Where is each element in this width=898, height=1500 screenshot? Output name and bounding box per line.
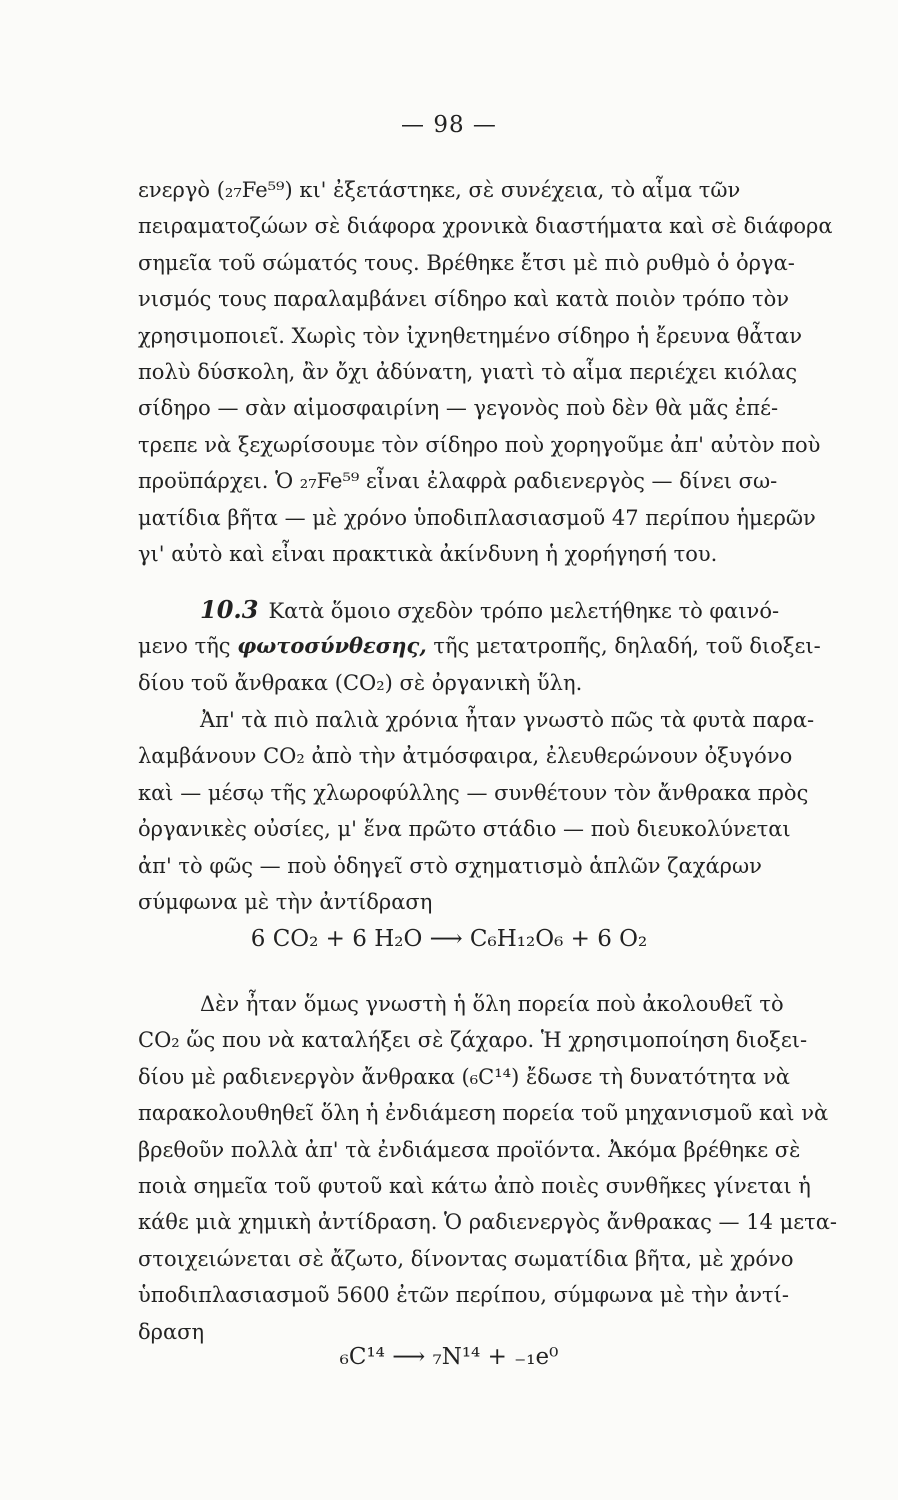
photosynthesis-equation: 6 CO₂ + 6 H₂O ⟶ C₆H₁₂O₆ + 6 O₂	[250, 926, 648, 952]
text-line: σύμφωνα μὲ τὴν ἀντίδραση	[138, 889, 433, 914]
text-line: παρακολουθηθεῖ ὅλη ἡ ἐνδιάμεση πορεία τοῦ μηχανισμοῦ καὶ νὰ	[138, 1101, 829, 1126]
section-line2-before: μενο τῆς	[138, 634, 231, 659]
text-line: λαμβάνουν CO₂ ἀπὸ τὴν ἀτμόσφαιρα, ἐλευθερώνουν ὀξυγόνο	[138, 744, 793, 769]
text-line: πολὺ δύσκολη, ἂν ὄχι ἀδύνατη, γιατὶ τὸ αἷμα περιέχει κιόλας	[138, 359, 798, 384]
paragraph-carbon14	[138, 986, 838, 1350]
text-line: ἀπ' τὸ φῶς — ποὺ ὁδηγεῖ στὸ σχηματισμὸ ἁπλῶν ζαχάρων	[138, 853, 762, 878]
section-first-line	[138, 592, 780, 628]
text-line: βρεθοῦν πολλὰ ἀπ' τὰ ἐνδιάμεσα προϊόντα. Ἀκόμα βρέθηκε σὲ	[138, 1137, 801, 1162]
section-second-line	[138, 628, 821, 664]
text-line: Ἀπ' τὰ πιὸ παλιὰ χρόνια ἦταν γνωστὸ πῶς τὰ φυτὰ παρα-	[200, 708, 815, 732]
text-line: CO₂ ὥς που νὰ καταλήξει σὲ ζάχαρο. Ἡ χρησιμοποίηση διοξει-	[138, 1028, 808, 1053]
paragraph-co2-uptake	[138, 702, 815, 920]
text-line: κάθε μιὰ χημικὴ ἀντίδραση. Ὁ ραδιενεργὸς ἄνθρακας — 14 μετα-	[138, 1210, 838, 1235]
text-line: τρεπε νὰ ξεχωρίσουμε τὸν σίδηρο ποὺ χορηγοῦμε ἀπ' αὐτὸν ποὺ	[138, 432, 821, 457]
text-line: χρησιμοποιεῖ. Χωρὶς τὸν ἰχνηθετημένο σίδηρο ἡ ἔρευνα θἆταν	[138, 323, 803, 348]
text-line: ποιὰ σημεῖα τοῦ φυτοῦ καὶ κάτω ἀπὸ ποιὲς συνθῆκες γίνεται ἡ	[138, 1173, 811, 1198]
text-line: στοιχειώνεται σὲ ἄζωτο, δίνοντας σωματίδια βῆτα, μὲ χρόνο	[138, 1246, 794, 1271]
text-line: προϋπάρχει. Ὁ ₂₇Fe⁵⁹ εἶναι ἐλαφρὰ ραδιενεργὸς — δίνει σω-	[138, 469, 778, 494]
text-line: γι' αὐτὸ καὶ εἶναι πρακτικὰ ἀκίνδυνη ἡ χορήγησή του.	[138, 541, 718, 566]
text-line: Δὲν ἦταν ὅμως γνωστὴ ἡ ὅλη πορεία ποὺ ἀκολουθεῖ τὸ	[200, 992, 784, 1016]
section-line1-text: Κατὰ ὅμοιο σχεδὸν τρόπο μελετήθηκε τὸ φαινό-	[268, 599, 780, 623]
paragraph-iron-tracer	[138, 172, 833, 572]
text-line: νισμός τους παραλαμβάνει σίδηρο καὶ κατὰ ποιὸν τρόπο τὸν	[138, 287, 790, 312]
text-line: πειραματοζώων σὲ διάφορα χρονικὰ διαστήματα καὶ σὲ διάφορα	[138, 214, 833, 239]
text-line: σημεῖα τοῦ σώματός τους. Βρέθηκε ἔτσι μὲ πιὸ ρυθμὸ ὁ ὀργα-	[138, 250, 795, 275]
text-line: δραση	[138, 1319, 205, 1344]
section-line2-after: τῆς μετατροπῆς, δηλαδή, τοῦ διοξει-	[433, 634, 821, 659]
text-line: ὑποδιπλασιασμοῦ 5600 ἐτῶν περίπου, σύμφωνα μὲ τὴν ἀντί-	[138, 1283, 789, 1308]
section-photosynthesis	[138, 592, 821, 701]
beta-decay-equation: ₆C¹⁴ ⟶ ₇N¹⁴ + ₋₁e⁰	[339, 1344, 559, 1370]
text-line: δίου τοῦ ἄνθρακα (CO₂) σὲ ὀργανικὴ ὕλη.	[138, 670, 583, 695]
text-line: καὶ — μέσῳ τῆς χλωροφύλλης — συνθέτουν τὸν ἄνθρακα πρὸς	[138, 780, 809, 805]
text-line: σίδηρο — σὰν αἱμοσφαιρίνη — γεγονὸς ποὺ δὲν θὰ μᾶς ἐπέ-	[138, 396, 779, 421]
section-number: 10.3	[200, 595, 259, 624]
text-line: δίου μὲ ραδιενεργὸν ἄνθρακα (₆C¹⁴) ἔδωσε τὴ δυνατότητα νὰ	[138, 1064, 790, 1089]
page-number: — 98 —	[401, 112, 497, 138]
text-line: ὀργανικὲς οὐσίες, μ' ἕνα πρῶτο στάδιο — ποὺ διευκολύνεται	[138, 817, 791, 842]
text-line: ματίδια βῆτα — μὲ χρόνο ὑποδιπλασιασμοῦ 47 περίπου ἡμερῶν	[138, 505, 816, 530]
photosynthesis-term: φωτοσύνθεσης,	[237, 633, 427, 659]
text-line: ενεργὸ (₂₇Fe⁵⁹) κι' ἐξετάστηκε, σὲ συνέχεια, τὸ αἷμα τῶν	[138, 178, 741, 202]
